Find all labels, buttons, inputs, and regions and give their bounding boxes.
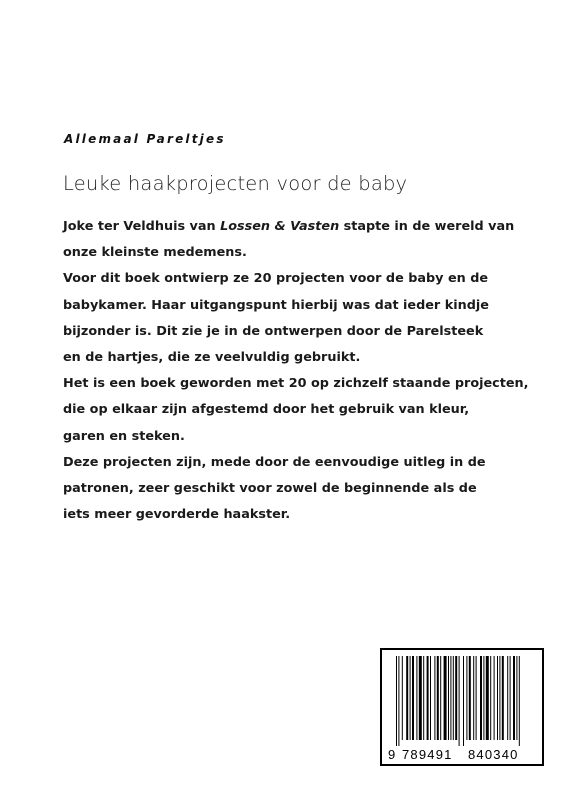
blurb-line-suffix: stapte in de wereld van [339, 219, 515, 234]
blurb-line: en de hartjes, die ze veelvuldig gebruikt. [63, 350, 361, 366]
barcode-digits-right: 840340 [468, 747, 519, 762]
series-title: Allemaal Pareltjes [64, 132, 226, 146]
barcode-bar [476, 656, 477, 740]
barcode-digit-first: 9 [388, 747, 396, 762]
barcode-bar [469, 656, 471, 740]
barcode-bar [419, 656, 422, 740]
barcode-bar [423, 656, 424, 740]
barcode-bar [406, 656, 408, 740]
book-subtitle: Leuke haakprojecten voor de baby [63, 172, 408, 195]
blurb-line-prefix: Joke ter Veldhuis van [63, 219, 221, 234]
blurb-line: garen en steken. [63, 428, 185, 444]
isbn-barcode [380, 648, 544, 766]
barcode-bar [483, 656, 484, 740]
blurb-line: Deze projecten zijn, mede door de eenvoudige uitleg in de [63, 454, 486, 470]
barcode-bar [444, 656, 447, 740]
barcode-bar [427, 656, 429, 740]
barcode-bar [463, 656, 464, 746]
barcode-bar [450, 656, 451, 740]
blurb-line: onze kleinste medemens. [63, 245, 247, 261]
barcode-bar [410, 656, 411, 740]
blurb-line: babykamer. Haar uitgangspunt hierbij was dat ieder kindje [63, 297, 489, 313]
blurb-line: die op elkaar zijn afgestemd door het gebruik van kleur, [63, 402, 470, 418]
barcode-bar [502, 656, 504, 740]
barcode-bar [396, 656, 397, 746]
barcode-bar [440, 656, 441, 740]
barcode-bar [490, 656, 491, 740]
barcode-bar [499, 656, 500, 740]
barcode-bar [507, 656, 508, 740]
barcode-bar [486, 656, 489, 740]
barcode-bar [412, 656, 414, 740]
barcode-digits-left: 789491 [402, 747, 453, 762]
blurb-line: Het is een boek geworden met 20 op zichzelf staande projecten, [63, 376, 529, 392]
barcode-bar [416, 656, 417, 740]
barcode-bar [480, 656, 482, 740]
barcode-bar [473, 656, 474, 740]
barcode-bar [519, 656, 520, 746]
blurb-line: bijzonder is. Dit zie je in de ontwerpen door de Parelsteek [63, 323, 484, 339]
blurb-line [63, 214, 533, 240]
barcode-bar [510, 656, 511, 740]
barcode-bar [494, 656, 495, 740]
barcode-bar [434, 656, 435, 740]
barcode-bar [466, 656, 467, 740]
barcode-bar [497, 656, 498, 740]
barcode-bar [455, 656, 457, 740]
blurb-text [63, 214, 533, 528]
barcode-bar [513, 656, 515, 740]
blurb-line: iets meer gevorderde haakster. [63, 507, 291, 523]
barcode-bar [398, 656, 399, 746]
barcode-bar [448, 656, 449, 740]
barcode-bars [396, 656, 520, 746]
blurb-line: Voor dit boek ontwierp ze 20 projecten voor de baby en de [63, 271, 489, 287]
barcode-bar [453, 656, 454, 740]
blurb-brand-name: Lossen & Vasten [220, 219, 340, 234]
barcode-bar [402, 656, 403, 740]
blurb-line: patronen, zeer geschikt voor zowel de beginnende als de [63, 481, 477, 497]
barcode-bar [516, 656, 517, 740]
barcode-bar [430, 656, 431, 740]
barcode-bar [459, 656, 460, 746]
barcode-bar [437, 656, 439, 740]
barcode-graphic [382, 650, 542, 764]
